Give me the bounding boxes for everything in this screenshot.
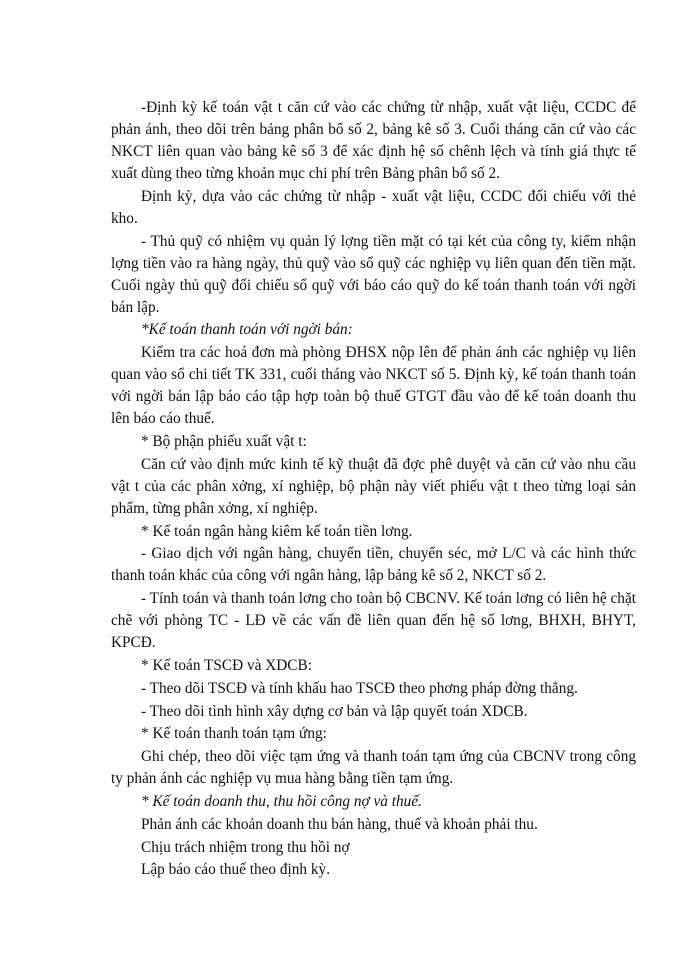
paragraph-tax-report: Lập báo cáo thuế theo định kỳ.	[141, 861, 331, 879]
paragraph-periodic-reconciliation: Định kỳ, dựa vào các chứng từ nhập - xuất vật liệu, CCDC đối chiếu với thẻ kho.	[111, 187, 636, 227]
heading-bank-payroll-accounting: * Kế toán ngân hàng kiêm kế toán tiền lơng.	[141, 522, 413, 540]
paragraph-advance-payment: Ghi chép, theo dõi việc tạm ứng và thanh toán tạm ứng của CBCNV trong công ty phản ánh các nghiệp vụ mua hàng bằng tiền tạm ứng.	[111, 748, 636, 788]
paragraph-cashier-duties: - Thủ quỹ có nhiệm vụ quản lý lợng tiền mặt có tại két của công ty, kiểm nhận lợng tiền vào ra hàng ngày, thủ quỹ vào sổ quỹ các nghiệp vụ liên quan đến tiền mặt. Cuối ngày thủ quỹ đối chiếu sổ quỹ với báo cáo quỹ do kế toán thanh toán với ngời bán lập.	[111, 232, 636, 316]
heading-material-issue-dept: * Bộ phận phiếu xuất vật t:	[141, 432, 307, 450]
paragraph-payroll: - Tính toán và thanh toán lơng cho toàn bộ CBCNV. Kế toán lơng có liên hệ chặt chẽ với phòng TC - LĐ về các vấn đề liên quan đến hệ số lơng, BHXH, BHYT, KPCĐ.	[111, 590, 636, 652]
paragraph-material-accounting: -Định kỳ kế toán vật t căn cứ vào các chứng từ nhập, xuất vật liệu, CCDC để phản ánh, theo dõi trên bảng phân bổ số 2, bảng kê số 3. Cuối tháng căn cứ vào các NKCT liên quan vào bảng kê số 3 để xác định hệ số chênh lệch và tính giá thực tế xuất dùng theo từng khoản mục chi phí trên Bảng phân bổ số 2.	[111, 99, 636, 182]
heading-fixed-assets-accounting: * Kế toán TSCĐ và XDCB:	[141, 656, 312, 674]
paragraph-bank-transactions: - Giao dịch với ngân hàng, chuyển tiền, chuyển séc, mở L/C và các hình thức thanh toán khác của công với ngân hàng, lập bảng kê số 2, NKCT số 2.	[111, 545, 636, 585]
paragraph-depreciation: - Theo dõi TSCĐ và tính khấu hao TSCĐ theo phơng pháp đờng thẳng.	[141, 679, 578, 697]
heading-advance-payment-accounting: * Kế toán thanh toán tạm ứng:	[141, 725, 327, 743]
paragraph-debt-collection: Chịu trách nhiệm trong thu hồi nợ	[141, 838, 350, 856]
paragraph-supplier-payment: Kiểm tra các hoá đơn mà phòng ĐHSX nộp lên để phản ánh các nghiệp vụ liên quan vào sổ chi tiết TK 331, cuối tháng vào NKCT số 5. Định kỳ, kế toán thanh toán với ngời bán lập báo cáo tập hợp toàn bộ thuế GTGT đầu vào để kế toán doanh thu lên báo cáo thuế.	[111, 344, 636, 428]
heading-supplier-payment-accounting: *Kế toán thanh toán với ngời bán:	[141, 321, 353, 339]
heading-revenue-debt-tax: * Kế toán doanh thu, thu hồi công nợ và thuế.	[141, 792, 422, 810]
paragraph-material-issue: Căn cứ vào định mức kinh tế kỹ thuật đã đợc phê duyệt và căn cứ vào nhu cầu vật t của các phân xởng, xí nghiệp, bộ phận này viết phiếu vật t theo từng loại sản phẩm, từng phân xởng, xí nghiệp.	[111, 455, 636, 517]
document-page	[111, 97, 636, 882]
paragraph-revenue: Phản ánh các khoản doanh thu bán hàng, thuế và khoản phải thu.	[141, 815, 538, 833]
paragraph-construction: - Theo dõi tình hình xây dựng cơ bản và lập quyết toán XDCB.	[141, 702, 528, 720]
